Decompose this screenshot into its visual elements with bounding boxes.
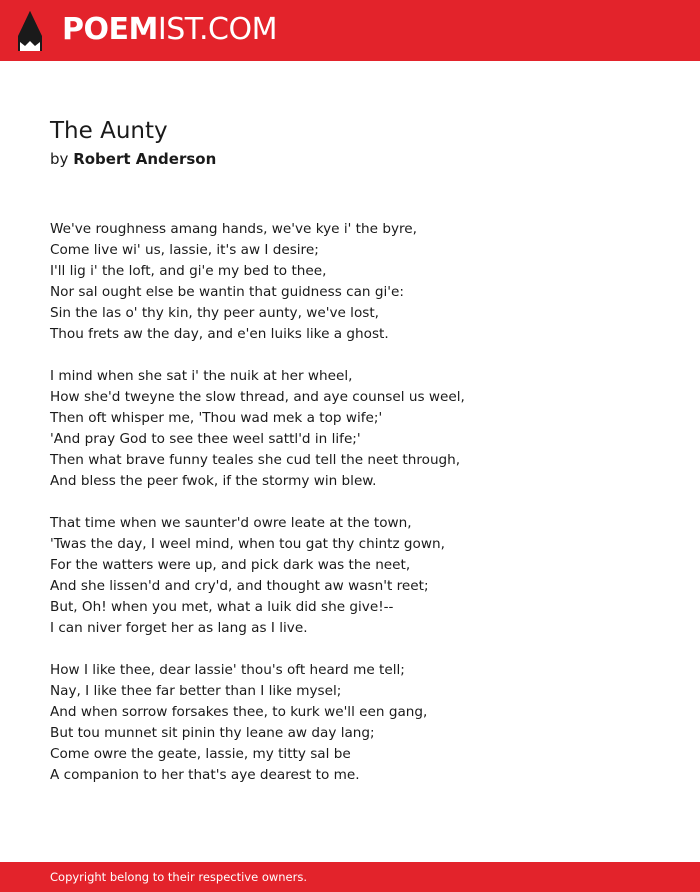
poem-author: Robert Anderson	[73, 150, 217, 168]
site-header	[0, 0, 700, 61]
poem-line: Nor sal ought else be wantin that guidness can gi'e:	[50, 284, 404, 300]
poem-line: And when sorrow forsakes thee, to kurk we'll een gang,	[50, 704, 428, 720]
poem-line: Then what brave funny teales she cud tell the neet through,	[50, 452, 461, 468]
poem-line: Come live wi' us, lassie, it's aw I desire;	[50, 242, 319, 258]
site-footer	[0, 862, 700, 892]
logo-light-text: IST.COM	[157, 12, 277, 47]
poem-byline	[50, 149, 216, 169]
poem-line: Nay, I like thee far better than I like mysel;	[50, 683, 342, 699]
poem-line: And bless the peer fwok, if the stormy win blew.	[50, 473, 377, 489]
poem-line: A companion to her that's aye dearest to me.	[50, 767, 360, 783]
poem-line: For the watters were up, and pick dark was the neet,	[50, 557, 411, 573]
poem-line: And she lissen'd and cry'd, and thought aw wasn't reet;	[50, 578, 429, 594]
poem-line: Come owre the geate, lassie, my titty sal be	[50, 746, 351, 762]
poem-line: How she'd tweyne the slow thread, and aye counsel us weel,	[50, 389, 465, 405]
poem-line: I mind when she sat i' the nuik at her wheel,	[50, 368, 353, 384]
poem-title: The Aunty	[50, 118, 168, 144]
poem-stanza	[50, 513, 670, 639]
logo-bold-text: POEM	[62, 12, 158, 47]
poem-line: Sin the las o' thy kin, thy peer aunty, we've lost,	[50, 305, 380, 321]
poem-line: Then oft whisper me, 'Thou wad mek a top wife;'	[50, 410, 383, 426]
poem-line: Thou frets aw the day, and e'en luiks like a ghost.	[50, 326, 389, 342]
poem-stanza	[50, 219, 670, 345]
copyright-text: Copyright belong to their respective owners.	[50, 870, 308, 884]
poem-line: 'Twas the day, I weel mind, when tou gat thy chintz gown,	[50, 536, 445, 552]
poem-line: How I like thee, dear lassie' thou's oft heard me tell;	[50, 662, 405, 678]
poem-stanza	[50, 366, 670, 492]
by-label: by	[50, 150, 69, 168]
poem-line: We've roughness amang hands, we've kye i' the byre,	[50, 221, 417, 237]
poem-line: 'And pray God to see thee weel sattl'd in life;'	[50, 431, 361, 447]
poem-line: I'll lig i' the loft, and gi'e my bed to thee,	[50, 263, 327, 279]
poem-line: That time when we saunter'd owre leate at the town,	[50, 515, 412, 531]
pencil-tip-icon[interactable]	[17, 10, 43, 52]
poem-stanza	[50, 660, 670, 786]
poem-line: But, Oh! when you met, what a luik did she give!--	[50, 599, 394, 615]
poem-body	[50, 219, 670, 807]
site-logo[interactable]	[62, 12, 277, 48]
poem-line: But tou munnet sit pinin thy leane aw day lang;	[50, 725, 375, 741]
poem-line: I can niver forget her as lang as I live.	[50, 620, 308, 636]
